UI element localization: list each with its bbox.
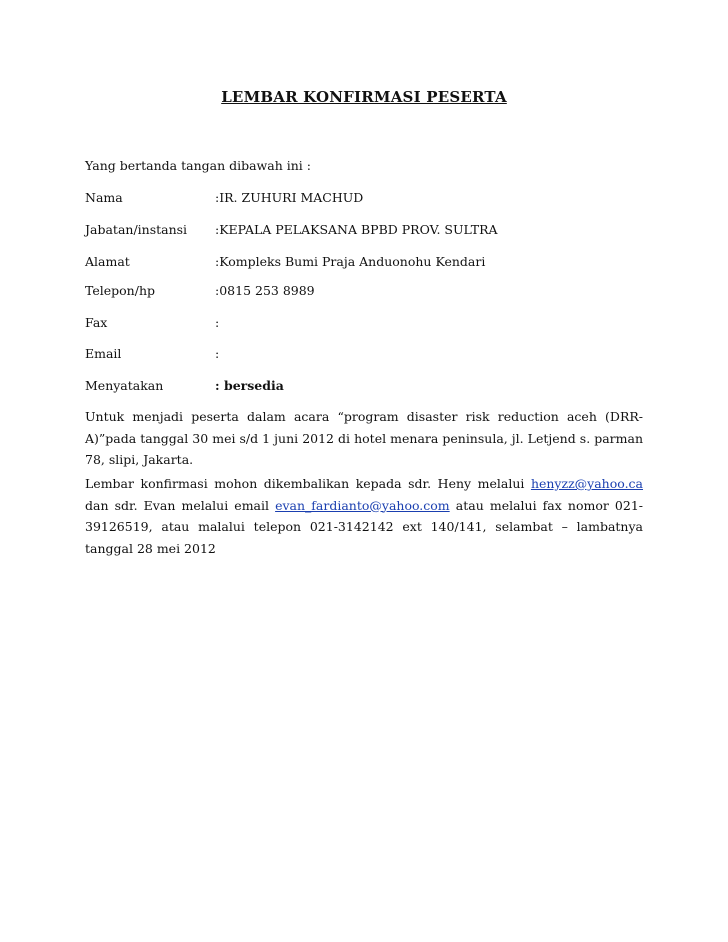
email-link-evan[interactable]: evan_fardianto@yahoo.com [275,497,450,513]
field-value: :KEPALA PELAKSANA BPBD PROV. SULTRA [215,222,498,237]
field-label: Telepon/hp [85,283,156,298]
field-nama [85,190,645,208]
field-value: :0815 253 8989 [215,283,315,298]
paragraph-text: atau melalui fax nomor 021-39126519, atau malalui telepon 021-3142142 ext 140/141, selambat – lambatnya tanggal 28 mei 2012 [85,497,643,556]
paragraph-text: Lembar konfirmasi mohon dikembalikan kepada sdr. Heny melalui [85,476,531,491]
field-label: Email [85,346,122,361]
field-menyatakan [85,378,645,396]
paragraph-event: Untuk menjadi peserta dalam acara “program disaster risk reduction aceh (DRR-A)”pada tanggal 30 mei s/d 1 juni 2012 di hotel menara peninsula, jl. Letjend s. parman 78, slipi, Jakarta. [85,409,643,467]
intro-text: Yang bertanda tangan dibawah ini : [85,158,311,173]
document-title: LEMBAR KONFIRMASI PESERTA [221,88,507,106]
email-link-heny[interactable]: henyzz@yahoo.ca [530,476,643,491]
field-label: Alamat [85,254,130,269]
field-label: Jabatan/instansi [85,222,188,237]
field-email [85,346,645,364]
field-value: : [215,346,220,361]
field-label: Menyatakan [85,378,164,393]
field-value: : [215,315,220,330]
paragraph-text: dan sdr. Evan melalui email [85,497,276,513]
field-label: Nama [85,190,123,205]
field-alamat [85,254,645,272]
paragraph-return-instructions [85,473,643,559]
field-value: :IR. ZUHURI MACHUD [215,190,364,205]
field-value: :Kompleks Bumi Praja Anduonohu Kendari [215,254,486,269]
field-fax [85,315,645,333]
field-telepon [85,283,645,301]
field-jabatan [85,222,645,240]
field-value: : bersedia [215,378,284,393]
field-label: Fax [85,315,108,330]
